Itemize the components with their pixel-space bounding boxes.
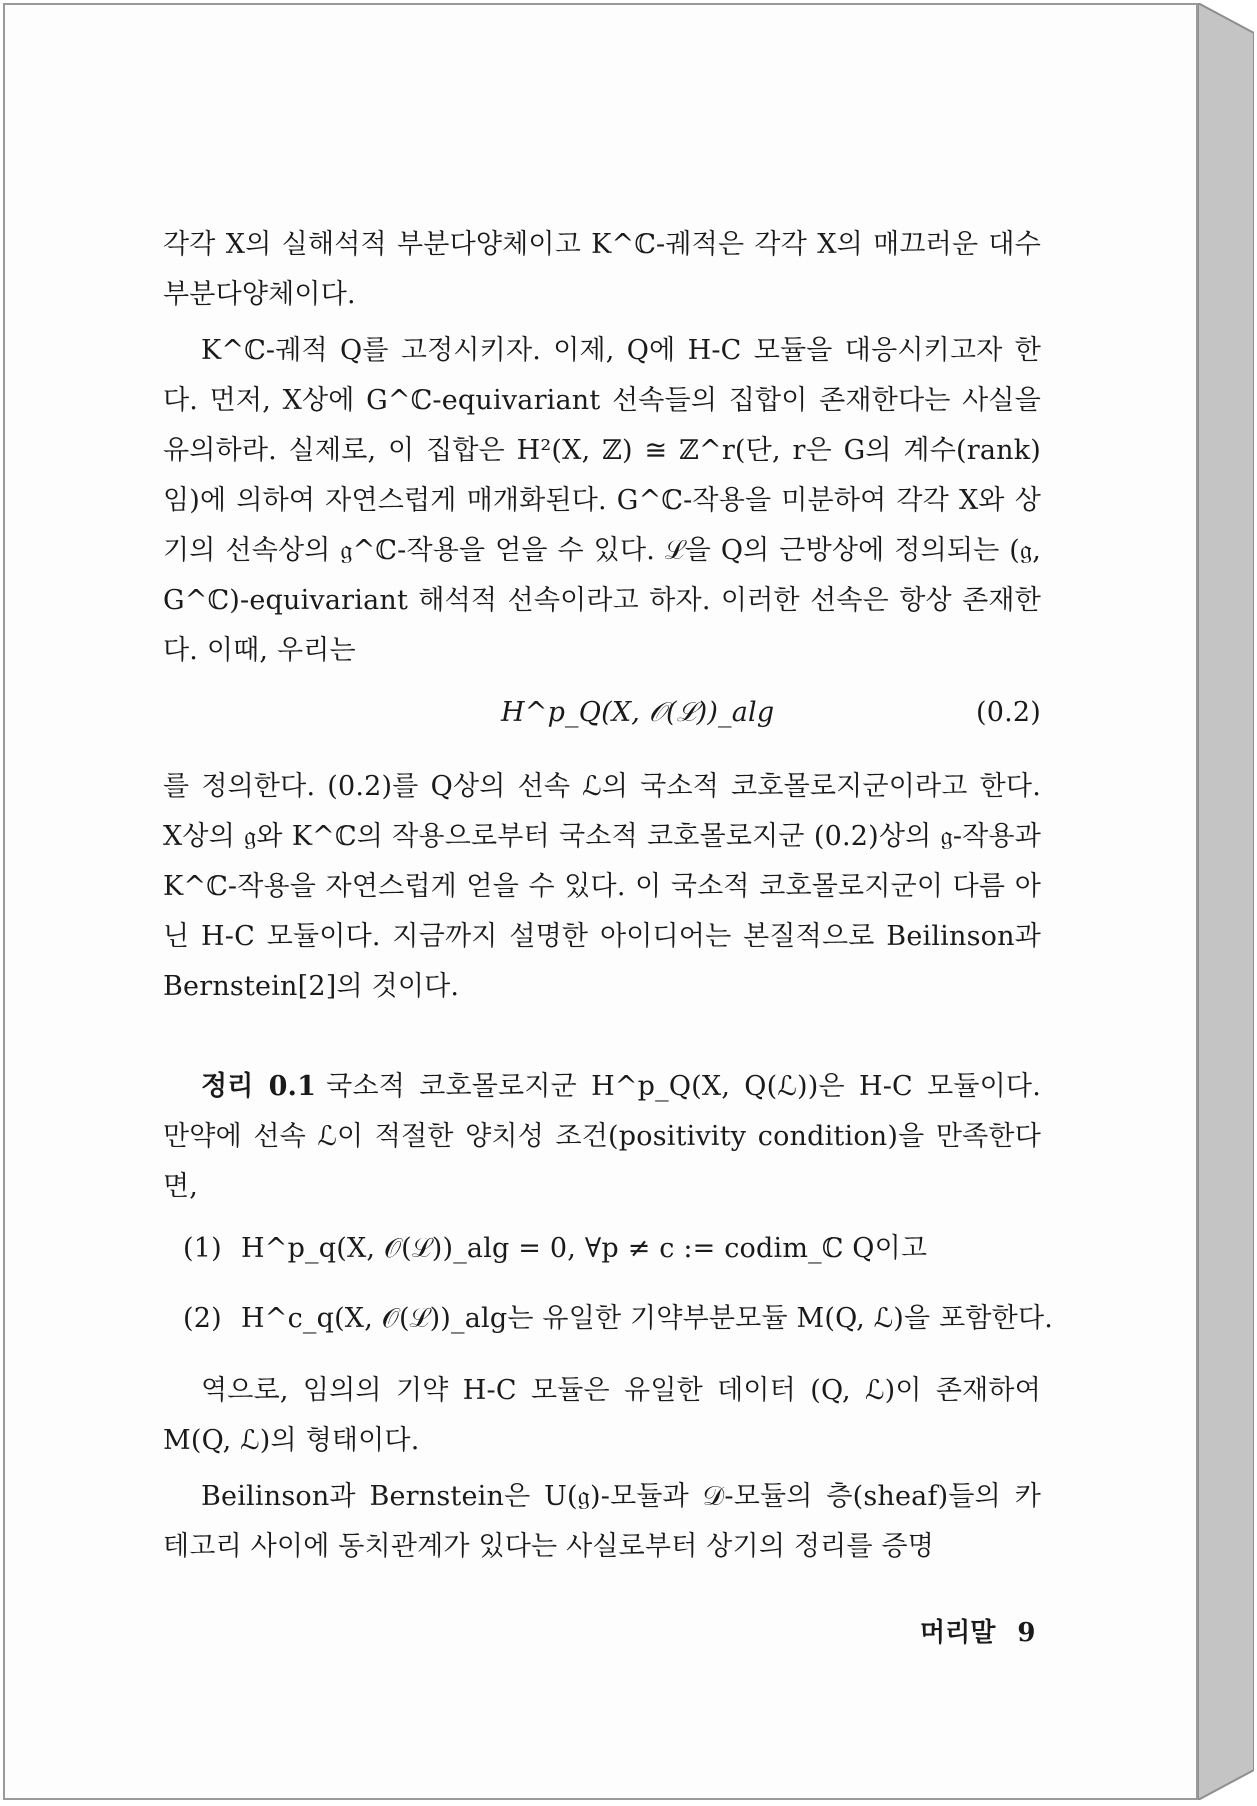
page-content <box>163 220 1054 1572</box>
display-equation <box>163 688 1041 748</box>
theorem-body: 국소적 코호몰로지군 H^p_Q(X, Q(ℒ))은 H-C 모듈이다. 만약에 선속 ℒ이 적절한 양치성 조건(positivity condition)을 만족한다면, <box>163 1071 1041 1202</box>
item-text: H^c_q(X, 𝒪(ℒ))_alg는 유일한 기약부분모듈 M(Q, ℒ)을 포함한다. <box>241 1303 1054 1334</box>
equation-formula: H^p_Q(X, 𝒪(ℒ))_alg <box>501 697 775 728</box>
theorem-item-1 <box>163 1224 1041 1282</box>
page-edge-shadow <box>1198 3 1254 1800</box>
item-number: (2) <box>183 1303 222 1334</box>
paragraph-1: 각각 X의 실해석적 부분다양체이고 K^ℂ-궤적은 각각 X의 매끄러운 대수 부분다양체이다. <box>163 229 1041 310</box>
paragraph-5: Beilinson과 Bernstein은 U(𝔤)-모듈과 𝒟-모듈의 층(sheaf)들의 카테고리 사이에 동치관계가 있다는 사실로부터 상기의 정리를 증명 <box>163 1481 1041 1562</box>
equation-number: (0.2) <box>975 697 1041 728</box>
theorem-statement <box>163 1062 1041 1212</box>
paragraph-2: K^ℂ-궤적 Q를 고정시키자. 이제, Q에 H-C 모듈을 대응시키고자 한다. 먼저, X상에 G^ℂ-equivariant 선속들의 집합이 존재한다는 사실을 유의하라. 실제로, 이 집합은 H²(X, ℤ) ≅ ℤ^r(단, r은 G의 계수(rank)임)에 의하여 자연스럽게 매개화된다. G^ℂ-작용을 미분하여 각각 X와 상기의 선속상의 𝔤^ℂ-작용을 얻을 수 있다. ℒ을 Q의 근방상에 정의되는 (𝔤, G^ℂ)-equivariant 해석적 선속이라고 하자. 이러한 선속은 항상 존재한다. 이때, 우리는 <box>163 335 1041 666</box>
footer-section-title: 머리말 <box>920 1618 996 1648</box>
theorem-item-2 <box>163 1294 1054 1352</box>
paragraph-4: 역으로, 임의의 기약 H-C 모듈은 유일한 데이터 (Q, ℒ)이 존재하여 M(Q, ℒ)의 형태이다. <box>163 1375 1041 1456</box>
item-text: H^p_q(X, 𝒪(ℒ))_alg = 0, ∀p ≠ c := codim_ℂ Q이고 <box>241 1233 928 1264</box>
theorem-label: 정리 0.1 <box>201 1071 317 1102</box>
running-footer <box>920 1612 1035 1649</box>
item-number: (1) <box>183 1233 222 1264</box>
theorem-block <box>163 1062 1054 1352</box>
paragraph-3: 를 정의한다. (0.2)를 Q상의 선속 ℒ의 국소적 코호몰로지군이라고 한다. X상의 𝔤와 K^ℂ의 작용으로부터 국소적 코호몰로지군 (0.2)상의 𝔤-작용과 K^ℂ-작용을 자연스럽게 얻을 수 있다. 이 국소적 코호몰로지군이 다름 아닌 H-C 모듈이다. 지금까지 설명한 아이디어는 본질적으로 Beilinson과 Bernstein[2]의 것이다. <box>163 771 1041 1002</box>
page-number: 9 <box>1017 1618 1036 1648</box>
